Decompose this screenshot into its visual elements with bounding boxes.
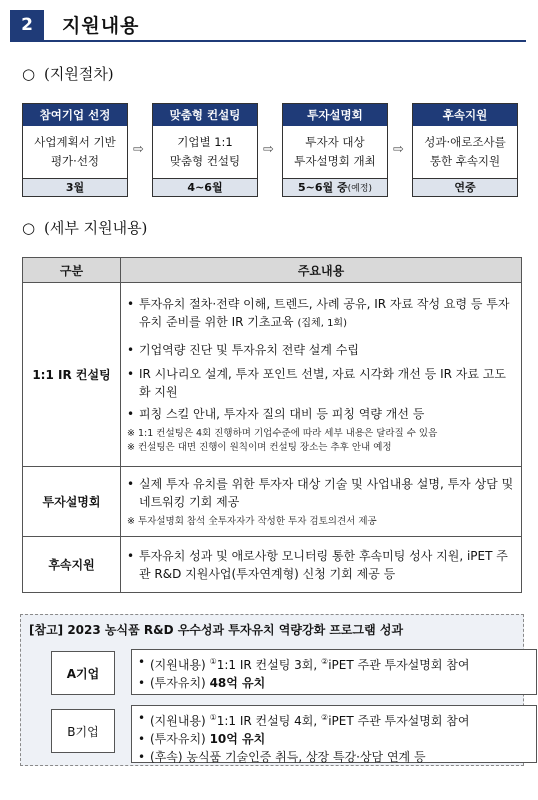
step-line: 성과·애로조사를: [424, 135, 506, 149]
process-step-selection: [22, 103, 128, 197]
investment-amount: 10억 유치: [209, 732, 266, 746]
arrow-right-icon: ⇨: [263, 142, 274, 157]
list-item: • 투자유치 성과 및 애로사항 모니터링 통한 후속미팅 성사 지원, iPET 주관 R&D 지원사업(투자연계형) 신청 기회 제공 등: [127, 547, 515, 583]
subheading-procedure-text: (지원절차): [44, 65, 114, 83]
reference-box: [20, 614, 524, 766]
step-period-text: 5~6월 중: [297, 181, 348, 194]
step-line: 투자설명회 개최: [294, 154, 376, 168]
list-item: • (투자유치) 10억 유치: [138, 732, 266, 746]
step-line: 투자자 대상: [305, 135, 365, 149]
item-text: iPET 주관 투자설명회 참여: [328, 714, 470, 728]
reference-title: [참고] 2023 농식품 R&D 우수성과 투자유치 역량강화 프로그램 성과: [29, 623, 404, 637]
circle-bullet-icon: ○: [22, 219, 36, 237]
table-header-content: 주요내용: [121, 258, 522, 283]
step-title: 후속지원: [413, 104, 517, 126]
item-text: 1:1 IR 컨설팅 3회,: [216, 658, 318, 672]
list-item: • 기업역량 진단 및 투자유치 전략 설계 수립: [127, 341, 515, 359]
step-body: [283, 126, 387, 179]
support-details-table: [22, 257, 522, 593]
section-title: 지원내용: [62, 15, 140, 37]
step-period: [23, 179, 127, 196]
company-a-label: A기업: [51, 651, 115, 695]
step-body: [153, 126, 257, 179]
section-header: [10, 10, 526, 42]
step-period-text: 연중: [454, 181, 476, 194]
item-prefix: (지원내용): [150, 714, 206, 728]
subheading-details-text: (세부 지원내용): [44, 219, 148, 237]
step-period: [413, 179, 517, 196]
step-line: 맞춤형 컨설팅: [169, 154, 241, 168]
step-period-text: 4~6월: [187, 181, 223, 194]
process-step-followup: [412, 103, 518, 197]
company-b-label: B기업: [51, 709, 115, 753]
list-item-text: 실제 투자 유치를 위한 투자자 대상 기술 및 사업내용 설명, 투자 상담 및 네트워킹 기회 제공: [139, 476, 514, 509]
step-period-note: (예정): [347, 184, 373, 194]
note-line: ※ 컨설팅은 대면 진행이 원칙이며 컨설팅 장소는 추후 안내 예정: [127, 441, 392, 453]
table-row: [23, 537, 522, 593]
row-label: 투자설명회: [23, 467, 121, 537]
list-item: • 실제 투자 유치를 위한 투자자 대상 기술 및 사업내용 설명, 투자 상담 및 네트워킹 기회 제공: [127, 476, 514, 509]
list-item: • (후속) 농식품 기술인증 취득, 상장 특강·상담 연계 등: [138, 748, 530, 766]
table-row: [23, 283, 522, 467]
subheading-procedure: [22, 64, 114, 84]
step-body: [23, 126, 127, 179]
company-b-details: [131, 705, 537, 763]
section-number: 2: [10, 10, 44, 40]
list-item-note: (집체, 1회): [297, 317, 347, 329]
process-step-consulting: [152, 103, 258, 197]
step-line: 평가·선정: [50, 154, 100, 168]
table-header-row: [23, 258, 522, 283]
step-line: 사업계획서 기반: [34, 135, 116, 149]
investment-amount: 48억 유치: [209, 676, 266, 690]
item-text: 1:1 IR 컨설팅 4회,: [216, 714, 318, 728]
row-label: 1:1 IR 컨설팅: [23, 283, 121, 467]
step-period: [283, 179, 387, 196]
item-text: iPET 주관 투자설명회 참여: [328, 658, 470, 672]
circled-number-marker: ①: [209, 713, 217, 722]
circled-number-marker: ①: [209, 657, 217, 666]
row-content: [121, 283, 522, 467]
arrow-right-icon: ⇨: [393, 142, 404, 157]
step-body: [413, 126, 517, 179]
item-prefix: (투자유치): [150, 676, 206, 690]
circled-number-marker: ②: [321, 657, 329, 666]
table-header-category: 구분: [23, 258, 121, 283]
company-a-details: [131, 649, 537, 695]
row-content: [121, 537, 522, 593]
circled-number-marker: ②: [321, 713, 329, 722]
step-period: [153, 179, 257, 196]
step-line: 통한 후속지원: [429, 154, 501, 168]
list-item-text: 투자유치 절차·전략 이해, 트렌드, 사례 공유, IR 자료 작성 요령 등 투자유치 준비를 위한 IR 기초교육: [139, 296, 510, 329]
list-item: • (지원내용) ①1:1 IR 컨설팅 3회, ②iPET 주관 투자설명회 참여: [138, 655, 470, 672]
table-row: [23, 467, 522, 537]
note-line: ※ 1:1 컨설팅은 4회 진행하며 기업수준에 따라 세부 내용은 달라질 수 있음: [127, 427, 438, 439]
list-item-text: 투자유치 성과 및 애로사항 모니터링 통한 후속미팅 성사 지원, iPET 주관 R&D 지원사업(투자연계형) 신청 기회 제공 등: [139, 548, 508, 581]
step-title: 맞춤형 컨설팅: [153, 104, 257, 126]
subheading-details: [22, 218, 147, 238]
list-item-text: 피칭 스킬 안내, 투자자 질의 대비 등 피칭 역량 개선 등: [139, 406, 425, 421]
circle-bullet-icon: ○: [22, 65, 36, 83]
list-item: • (투자유치) 48억 유치: [138, 676, 266, 690]
step-title: 투자설명회: [283, 104, 387, 126]
item-text: (후속) 농식품 기술인증 취득, 상장 특강·상담 연계 등: [150, 750, 426, 764]
item-prefix: (지원내용): [150, 658, 206, 672]
note-line: ※ 투자설명회 참석 全투자자가 작성한 투자 검토의견서 제공: [127, 515, 377, 527]
list-item: • 피칭 스킬 안내, 투자자 질의 대비 등 피칭 역량 개선 등: [127, 405, 515, 423]
row-label: 후속지원: [23, 537, 121, 593]
item-prefix: (투자유치): [150, 732, 206, 746]
list-item-text: IR 시나리오 설계, 투자 포인트 선별, 자료 시각화 개선 등 IR 자료 고도화 지원: [139, 366, 506, 399]
step-line: 기업별 1:1: [177, 135, 233, 149]
row-content: [121, 467, 522, 537]
list-item: • (지원내용) ①1:1 IR 컨설팅 4회, ②iPET 주관 투자설명회 참여: [138, 711, 470, 728]
arrow-right-icon: ⇨: [133, 142, 144, 157]
list-item: • 투자유치 절차·전략 이해, 트렌드, 사례 공유, IR 자료 작성 요령 등 투자유치 준비를 위한 IR 기초교육 (집체, 1회): [127, 296, 510, 329]
list-item-text: 기업역량 진단 및 투자유치 전략 설계 수립: [139, 342, 359, 357]
step-title: 참여기업 선정: [23, 104, 127, 126]
process-step-ir-event: [282, 103, 388, 197]
list-item: • IR 시나리오 설계, 투자 포인트 선별, 자료 시각화 개선 등 IR 자료 고도화 지원: [127, 365, 515, 401]
step-period-text: 3월: [65, 181, 85, 194]
